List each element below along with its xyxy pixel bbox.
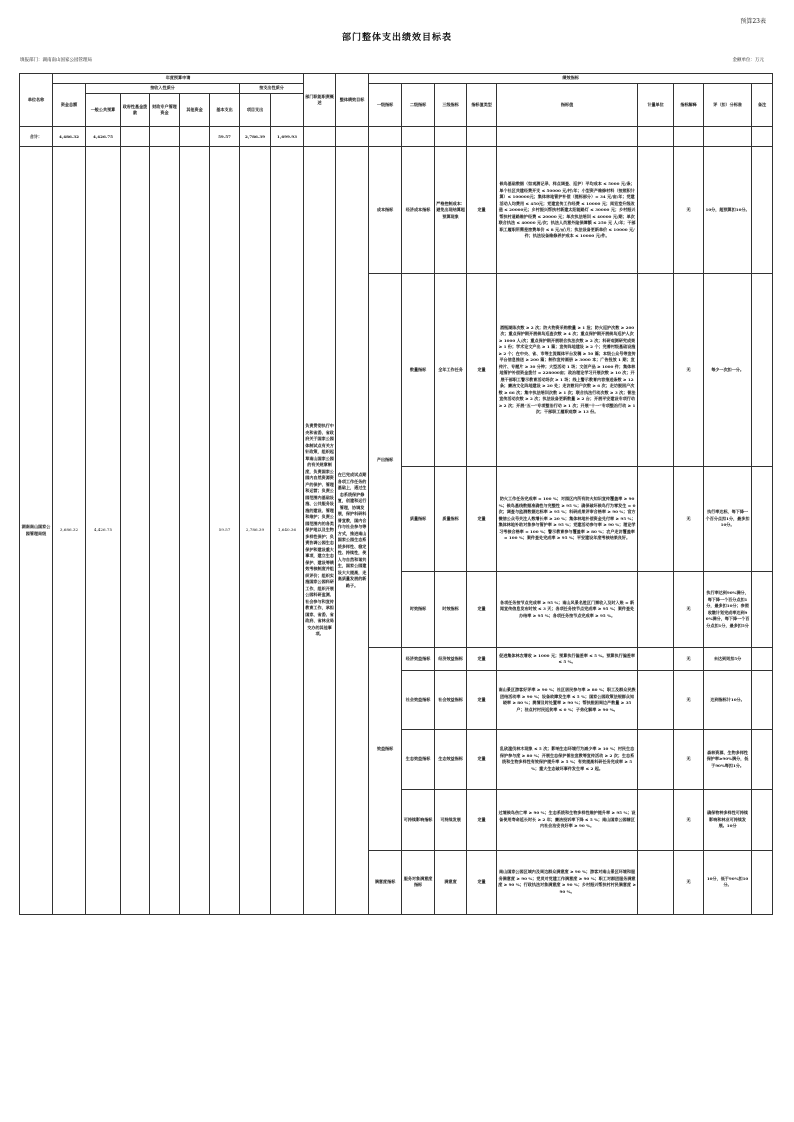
- ind-time-l3: 时效指标: [435, 571, 467, 647]
- ind-time-type: 定量: [467, 571, 497, 647]
- ind-sustain-rule: 确保物种多样性可持续影响和林业可持续发展。10分: [704, 790, 752, 850]
- col-basic: 基本支出: [210, 94, 240, 127]
- ind-qty-value: 酒瓶湖陈次数 ≥ 2 次；防火物资采购数量 ≥ 1 批；防火巡护次数 ≥ 200 次；重点保护期开展候鸟巡查次数 ≥ 4 次；重点保护期开展候鸟巡护人次 ≥ 1000 人/次；重点保护期开展联合执法次数 ≥ 2 次；科研观测研究成果 ≥ 1 份；学术论文产出 ≥ 1 篇；宣传阵地建设 ≥ 2 个；完善村级基础设施 ≥ 2 个；在中央、省、市等主流媒体平台发稿 ≥ 50 篇；本级公众号等宣传平台信息推送 ≥ 200 篇；制作宣传画册 ≥ 3000 本；广告投放 1 期；宣传片、专题片 ≥ 30 分钟；大型活动 1 场；文创产品 ≥ 1000 件；集体林地管护补偿资金拨付 = 228000亩；政治理论学习开展次数 ≥ 10 次；开展干部职工警示教育活动场次 ≥ 1 场；线上警示教育内容推送条数 ≥ 12 条；廉洁文化阵地建设 ≥ 20 处；走访慰问户次数 ≥ 6 次；走访脱困户次数 ≥ 66 次；集中执法培训次数 ≥ 1 次；联合执法行动次数 ≥ 3 次；普法宣传活动次数 ≥ 2 次；执法设备更新数量 ≥ 2 台；开展平安建设专项行动 ≥ 2 次；开展“五一”专项整治行动 ≥ 1 次；开展“十一”专项整治行动 ≥ 1 次；干部职工履职观察 ≥ 13 份。: [497, 274, 638, 467]
- col-special-fiscal: 财政专户管理资金: [150, 94, 180, 127]
- sum-special-fiscal: [150, 127, 180, 147]
- unit-gov-fund: [121, 147, 150, 915]
- ind-qual-value: 防火工作任务完成率 = 100 %；对园区内所有防火知识宣传覆盖率 ≥ 90 %；候鸟基线数据准确性与完整性 ≥ 95 %；确保破坏候鸟行为零发生 = 0 次；调查与监测数据达标率 ≥ 95 %；科研成果评审合格率 ≥ 90 %；官方微信公众号关注人数增长率 ≥ 20 %；集体林地补偿资金兑付率 ≥ 95 %；集体林地补助对象参与管护率 ≥ 95 %；党建活动参与率 ≥ 90 %；理论学习考核合格率 = 100 %；警示教育参与覆盖率 ≥ 80 %；农户走访覆盖率 = 100 %；案件查处完成率 ≥ 95 %；平安建设年度考核结果良好。: [497, 467, 638, 572]
- col-total: 资金总额: [53, 84, 86, 127]
- col-overall-goal: 整体绩效目标: [336, 74, 369, 127]
- ind-sustain-l3: 可持续发展: [435, 790, 467, 850]
- ind-cost-value: 候鸟基础数据（如观测记录、样点调查、巡护）平均成本 ≤ 5000 元/条；单个社区共建经费开支 ≤ 50000 元/村/年；小型资产维修材料（按照积计算）≤ 100000元；集体林地管护补偿（提标部分）= 34 元/亩/年；党建活动人均费用 ≤ 450元；党建宣传工作经费 ≤ 10000 元；阅览室升级改造 ≤ 20000元；乡村振兴帮扶村新建太阳能路灯 ≤ 30000 元；乡村振兴帮扶村道路维护经费 ≤ 20000 元；单次执法培训 ≤ 40000 元/期；单次联合执法 ≤ 40000 元/次；执法人员意外险保障额 ≤ 250 元 人/年；干部职工履职所需差旅费单价 ≤ 8 元/㎡/月；执法设备更新单价 ≤ 10000 元/件；执法设备维修养护成本 ≤ 10000 元/件。: [497, 147, 638, 274]
- ind-time: 时效指标: [402, 571, 435, 647]
- ind-qty-type: 定量: [467, 274, 497, 467]
- col-note: 备注: [752, 84, 773, 127]
- col-project: 项目支出: [240, 94, 271, 127]
- ind-eco-rule: 森林资源、生物多样性保护率≥90%满分，低于90%每扣1分。: [704, 729, 752, 789]
- unit-spacer: [180, 147, 210, 915]
- unit-name: 湖南南山国家公园管理局级: [20, 147, 53, 915]
- performance-table: [19, 73, 773, 915]
- ind-qual-type: 定量: [467, 467, 497, 572]
- col-indicators: 绩效指标: [369, 74, 773, 84]
- ind-social-value: 南山景区游客好评率 ≥ 90 %；社区居民参与率 ≥ 80 %；职工及群众民族团结活动率 ≥ 90 %；设备故障发生率 ≤ 5 %；国家公园政策法规群众知晓率 ≥ 80 %；舆情及时处置率 ≥ 90 %；帮扶脱困周边产数量 ≥ 35 户；驻点村村民返贫率 ≤ 0 %；子弟化解率 ≥ 90 %。: [497, 671, 638, 729]
- ind-time-value: 各项任务按节点完成率 ≥ 95 %；南山风景名胜区门票收入及时入账 = 新闻宣传信息发布时效 ≤ 3 天；各项任务按节点完成率 ≥ 95 %；案件查处办结率 ≥ 95 %；各项任务按节点完成率 ≥ 95 %。: [497, 571, 638, 647]
- ind-eco-type: 定量: [467, 729, 497, 789]
- table-number: 预算23表: [740, 18, 766, 25]
- col-by-use: 按支出性质分: [240, 84, 304, 94]
- amount-unit: 金额单位：万元: [732, 58, 764, 63]
- ind-cost-rule: 10分，超预算扣10分。: [704, 147, 752, 274]
- ind-social-type: 定量: [467, 671, 497, 729]
- col-rule: 评（扣）分标准: [704, 84, 752, 127]
- col-gov-fund: 政府性基金拨款: [121, 94, 150, 127]
- ind-social: 社会效益指标: [402, 671, 435, 729]
- ind-sustain-type: 定量: [467, 790, 497, 850]
- ind-eco: 生态效益指标: [402, 729, 435, 789]
- ind-time-rule: 执行率达到90%满分，每下降一个百分点扣1分，最多扣10分；参照收缴计划完成率达到90%满分，每下降一个百分点扣1分，最多扣5分: [704, 571, 752, 647]
- ind-econ: 经济效益指标: [402, 648, 435, 671]
- ind-sat-explain: 无: [674, 850, 704, 915]
- sum-spacer: [180, 127, 210, 147]
- ind-eco-explain: 无: [674, 729, 704, 789]
- sum-project: 1,699.93: [271, 127, 304, 147]
- sum-label: 合计：: [20, 127, 53, 147]
- sum-other: 59.57: [210, 127, 240, 147]
- ind-econ-cost: 经济成本指标: [402, 147, 435, 274]
- col-level2: 二级指标: [402, 84, 435, 127]
- ind-econ-l3: 经济效益指标: [435, 648, 467, 671]
- ind-satisfaction: 满意度指标: [369, 850, 402, 915]
- ind-serve-sat: 服务对象满意度指标: [402, 850, 435, 915]
- sum-general: 4,426.75: [86, 127, 121, 147]
- col-level1: 一级指标: [369, 84, 402, 127]
- ind-quality-l3: 质量指标: [435, 467, 467, 572]
- col-other-fund: 其他资金: [180, 94, 210, 127]
- ind-sat-type: 定量: [467, 850, 497, 915]
- unit-general: 4,426.75: [86, 147, 121, 915]
- ind-qual-rule: 执行率达标，每下降一个百分点扣1分，最多扣10分。: [704, 467, 752, 572]
- ind-social-explain: 无: [674, 671, 704, 729]
- unit-other: 59.57: [210, 147, 240, 915]
- ind-social-rule: 达到指标计10分。: [704, 671, 752, 729]
- ind-eco-value: 乱砍滥伐林木现象 ≤ 5 次；影响生态环境行为减少率 ≥ 10 %；村民生态保护参与度 ≥ 80 %；开展生态保护普法宣教等宣传活动 ≥ 2 次；生态系统和生物多样性有效保护提升率 ≥ 5 %；有效提高科研任务完成率 ≥ 5 %；重大生态破坏事件发生率 ≤ 2 起。: [497, 729, 638, 789]
- filing-department: 填报部门：湖南南山国家公园管理局: [20, 58, 92, 63]
- ind-econ-rule: 未达到则扣5分: [704, 648, 752, 671]
- ind-econ-value: 促进集体林农增收 ≥ 1000 元；预算执行偏差率 ≤ 5 %。预算执行偏差率 ≤ 5 %。: [497, 648, 638, 671]
- page-title: 部门整体支出绩效目标表: [341, 33, 452, 43]
- ind-econ-explain: 无: [674, 648, 704, 671]
- col-budget-apply: 年度预算申请: [53, 74, 304, 84]
- col-unit: 计量单位: [638, 84, 674, 127]
- col-explain: 指标解释: [674, 84, 704, 127]
- ind-quantity: 数量指标: [402, 274, 435, 467]
- unit-project: 1,640.36: [271, 147, 304, 915]
- col-level3: 三级指标: [435, 84, 467, 127]
- ind-cost: 成本指标: [369, 147, 402, 274]
- ind-eco-l3: 生态效益指标: [435, 729, 467, 789]
- ind-cost-l3: 严格控制成本：避免出现结算超预算现象: [435, 147, 467, 274]
- ind-sustain-explain: 无: [674, 790, 704, 850]
- col-value-type: 指标值类型: [467, 84, 497, 127]
- ind-qty-rule: 每少一次扣一分。: [704, 274, 752, 467]
- duty-text: 负责贯彻执行中央和省委、省政府关于国家公园体制试点有关方针政策，组织起草南山国家公园的有关规章制度，负责国家公园内自然资源资产的保护、管理和运营；负责公园范围内基础设施、公共服务设施的建设、管理和维护；负责公园范围内的各类保护地以及生物多样性保护；负责协调公园生态保护和建设重大事项，建立生态保护、建设等绩效考核制度并组织评价；组织实施国家公园科研工作，组织开展公园科研监测、社会参与和宣传教育工作，承担国家、省委、省政府、省林业局交办的其他事项。: [304, 147, 336, 915]
- col-value: 指标值: [497, 84, 638, 127]
- ind-time-explain: 无: [674, 571, 704, 647]
- ind-social-l3: 社会效益指标: [435, 671, 467, 729]
- unit-special-fiscal: [150, 147, 180, 915]
- sum-basic: 2,786.39: [240, 127, 271, 147]
- ind-output: 产出指标: [369, 274, 402, 648]
- ind-sustain: 可持续影响指标: [402, 790, 435, 850]
- ind-benefit: 效益指标: [369, 648, 402, 850]
- col-unit-name: 单位名称: [20, 74, 53, 127]
- ind-qty-explain: 无: [674, 274, 704, 467]
- ind-sat-value: 南山国家公园区域内及周边群众满意度 ≥ 90 %；游客对南山景区环境和服务满意度 ≥ 90 %；党员对党建工作满意度 ≥ 90 %；职工对群团服务满意度 ≥ 90 %；行政执法对象满意度 ≥ 90 %；乡村振兴帮扶村村民满意度 ≥ 90 %。: [497, 850, 638, 915]
- col-by-source: 按收入性质分: [86, 84, 240, 94]
- ind-sustain-value: 过境候鸟伤亡率 ≥ 90 %；生态系统和生物多样性维护提升率 ≥ 95 %；设备使用寿命延长时长 ≥ 2 年；廉洁投诉率下降 ≤ 5 %；南山国家公园辖区内社会治安良好率 ≥ 90 %。: [497, 790, 638, 850]
- ind-sat-rule: 10分，低于90%扣10分。: [704, 850, 752, 915]
- goal-text: 在已完成试点期各项工作任务的基础上，通过生态系统保护修复，创建和运行管理，协调发展，保护科研科普宣教，国内合作与社会参与等方式，推进南山国家公园生态系统多样性、稳定性、持续性，使人与自然和谐共生，国家公园建设大大提高，走高质量发展的新路子。: [336, 147, 369, 915]
- ind-qty-l3: 全年工作任务: [435, 274, 467, 467]
- unit-total: 3,686.32: [53, 147, 86, 915]
- ind-quality: 质量指标: [402, 467, 435, 572]
- col-duty: 部门职能职责概述: [304, 74, 336, 127]
- ind-cost-explain: 无: [674, 147, 704, 274]
- ind-econ-type: 定量: [467, 648, 497, 671]
- unit-basic: 2,786.39: [240, 147, 271, 915]
- ind-qual-explain: 无: [674, 467, 704, 572]
- ind-cost-type: 定量: [467, 147, 497, 274]
- col-general: 一般公共预算: [86, 94, 121, 127]
- sum-total: 4,486.32: [53, 127, 86, 147]
- ind-sat-l3: 满意度: [435, 850, 467, 915]
- sum-gov-fund: [121, 127, 150, 147]
